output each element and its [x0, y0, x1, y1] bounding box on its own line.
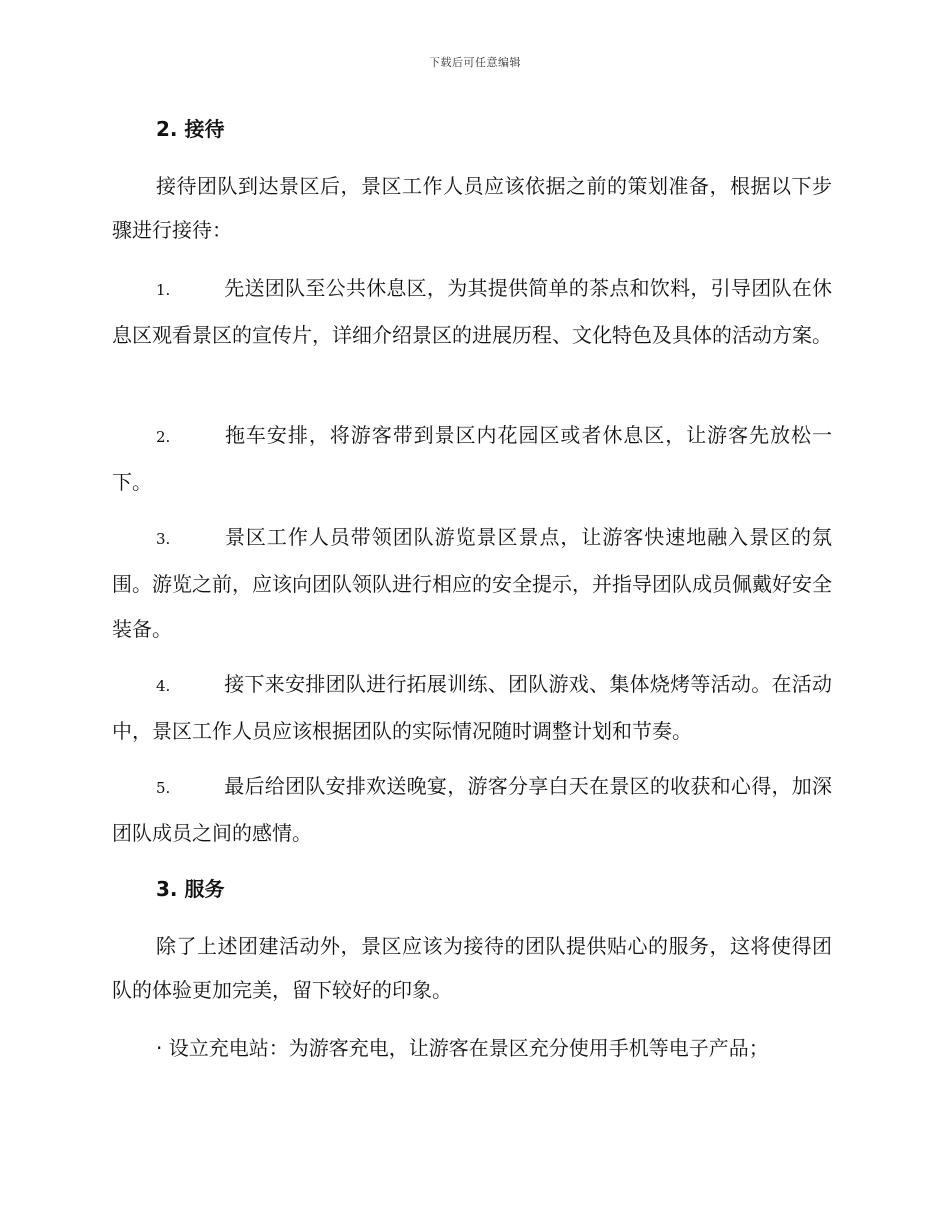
step-number: 4. [156, 677, 171, 695]
step-text: 景区工作人员带领团队游览景区景点，让游客快速地融入景区的氛围。游览之前，应该向团队领队进行相应的安全提示，并指导团队成员佩戴好安全装备。 [112, 525, 832, 641]
page-header: 下载后可任意编辑 [429, 56, 521, 69]
step-number: 5. [156, 779, 171, 797]
step-text: 拖车安排，将游客带到景区内花园区或者休息区，让游客先放松一下。 [112, 423, 832, 494]
step-text: 接下来安排团队进行拓展训练、团队游戏、集体烧烤等活动。在活动中，景区工作人员应该根据团队的实际情况随时调整计划和节奏。 [112, 672, 832, 743]
step-text: 先送团队至公共休息区，为其提供简单的茶点和饮料，引导团队在休息区观看景区的宣传片，详细介绍景区的进展历程、文化特色及具体的活动方案。 [112, 276, 832, 347]
service-intro-paragraph: 除了上述团建活动外，景区应该为接待的团队提供贴心的服务，这将使得团队的体验更加完美，留下较好的印象。 [112, 934, 832, 1002]
step-text: 最后给团队安排欢送晚宴，游客分享白天在景区的收获和心得，加深团队成员之间的感情。 [112, 774, 832, 845]
section-heading-reception: 2. 接待 [156, 117, 225, 141]
step-item-4 [112, 662, 832, 754]
step-item-5 [112, 764, 832, 856]
step-number: 1. [156, 281, 171, 299]
section-heading-service: 3. 服务 [156, 877, 225, 901]
bullet-item-charging: · 设立充电站：为游客充电，让游客在景区充分使用手机等电子产品； [156, 1036, 769, 1060]
step-number: 2. [156, 428, 171, 446]
reception-intro-paragraph: 接待团队到达景区后，景区工作人员应该依据之前的策划准备，根据以下步骤进行接待： [112, 174, 832, 242]
step-item-1 [112, 266, 832, 358]
step-number: 3. [156, 530, 171, 548]
step-item-3 [112, 515, 832, 652]
step-item-2 [112, 413, 832, 505]
